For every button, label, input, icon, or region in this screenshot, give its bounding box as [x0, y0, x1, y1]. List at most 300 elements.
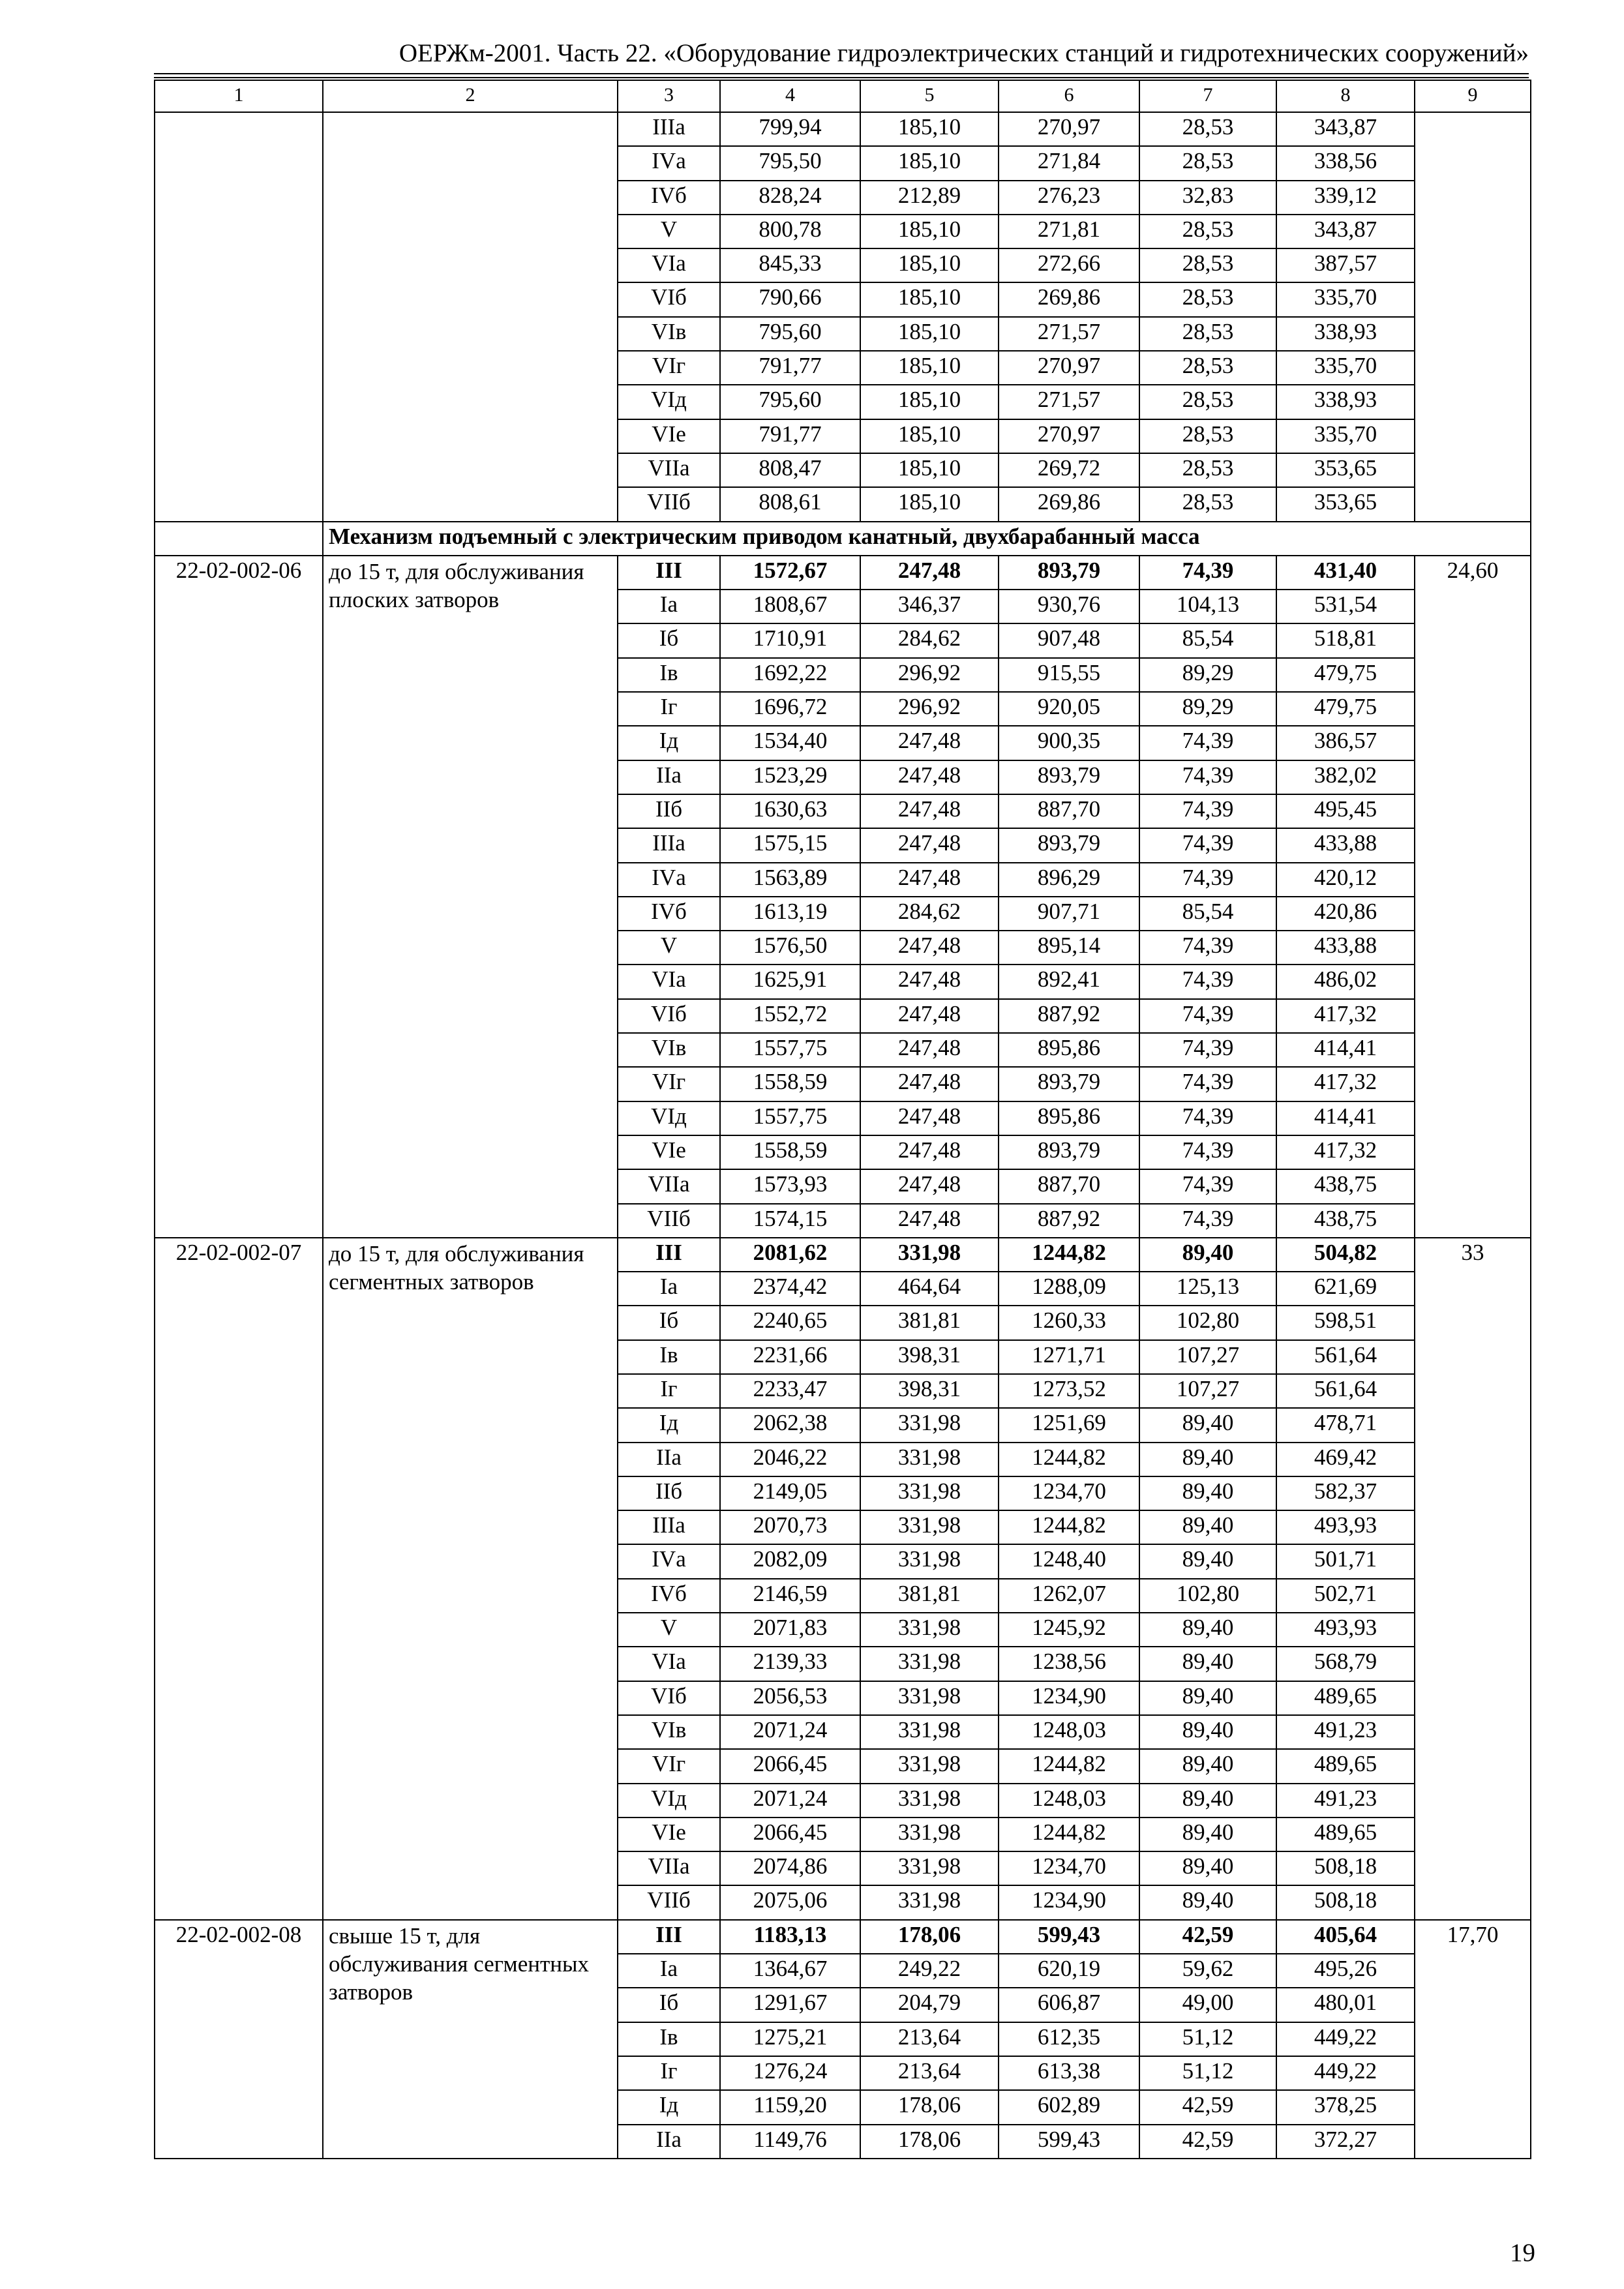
- value-cell: 247,48: [860, 760, 999, 794]
- zone-cell: VIв: [618, 1033, 720, 1067]
- zone-cell: IIб: [618, 1476, 720, 1510]
- value-cell: 930,76: [999, 590, 1139, 623]
- value-cell: 28,53: [1139, 146, 1276, 180]
- value-cell: 893,79: [999, 556, 1139, 590]
- value-cell: 420,86: [1276, 897, 1415, 931]
- value-cell: 2074,86: [720, 1851, 860, 1885]
- value-cell: 791,77: [720, 419, 860, 453]
- value-cell: 599,43: [999, 1920, 1139, 1954]
- value-cell: 89,40: [1139, 1681, 1276, 1715]
- value-cell: 417,32: [1276, 1135, 1415, 1169]
- zone-cell: Iв: [618, 658, 720, 692]
- value-cell: 272,66: [999, 248, 1139, 282]
- value-cell: 495,45: [1276, 794, 1415, 828]
- zone-cell: VIг: [618, 1749, 720, 1783]
- value-cell: 2062,38: [720, 1408, 860, 1442]
- value-cell: 185,10: [860, 215, 999, 248]
- value-cell: 1572,67: [720, 556, 860, 590]
- value-cell: 89,40: [1139, 1749, 1276, 1783]
- value-cell: 284,62: [860, 897, 999, 931]
- value-cell: 1276,24: [720, 2056, 860, 2090]
- value-cell: 1244,82: [999, 1238, 1139, 1272]
- value-cell: 1557,75: [720, 1033, 860, 1067]
- value-cell: 387,57: [1276, 248, 1415, 282]
- value-cell: 433,88: [1276, 931, 1415, 965]
- value-cell: 353,65: [1276, 487, 1415, 521]
- value-cell: 493,93: [1276, 1613, 1415, 1647]
- zone-cell: Iд: [618, 726, 720, 760]
- value-cell: 89,40: [1139, 1784, 1276, 1818]
- value-cell: 284,62: [860, 623, 999, 657]
- value-cell: 270,97: [999, 351, 1139, 385]
- column-number: 2: [323, 80, 618, 112]
- section-title: Механизм подъемный с электрическим приводом канатный, двухбарабанный масса: [323, 522, 1531, 556]
- value-cell: 271,81: [999, 215, 1139, 248]
- value-cell: 74,39: [1139, 556, 1276, 590]
- value-cell: 1248,03: [999, 1715, 1139, 1749]
- value-cell: 620,19: [999, 1954, 1139, 1988]
- value-cell: 89,40: [1139, 1613, 1276, 1647]
- value-cell: 1613,19: [720, 897, 860, 931]
- value-cell: 185,10: [860, 317, 999, 351]
- value-cell: 508,18: [1276, 1885, 1415, 1919]
- value-cell: 102,80: [1139, 1306, 1276, 1339]
- value-cell: 1248,03: [999, 1784, 1139, 1818]
- value-cell: 398,31: [860, 1340, 999, 1374]
- table-row: [155, 1920, 1531, 1954]
- column-number: 3: [618, 80, 720, 112]
- value-cell: 331,98: [860, 1613, 999, 1647]
- zone-cell: VIIб: [618, 1885, 720, 1919]
- description-cell: до 15 т, для обслуживания сегментных затворов: [323, 1238, 618, 1920]
- table-row: [155, 1238, 1531, 1272]
- value-cell: 493,93: [1276, 1510, 1415, 1544]
- value-cell: 89,40: [1139, 1238, 1276, 1272]
- value-cell: 331,98: [860, 1238, 999, 1272]
- value-cell: 2146,59: [720, 1579, 860, 1613]
- zone-cell: VIIа: [618, 453, 720, 487]
- value-cell: 335,70: [1276, 351, 1415, 385]
- column-number: 8: [1276, 80, 1415, 112]
- value-cell: 204,79: [860, 1988, 999, 2022]
- value-cell: 339,12: [1276, 181, 1415, 215]
- value-cell: 892,41: [999, 965, 1139, 998]
- value-cell: 331,98: [860, 1818, 999, 1851]
- value-cell: 74,39: [1139, 965, 1276, 998]
- value-cell: 1149,76: [720, 2125, 860, 2159]
- value-cell: 1563,89: [720, 863, 860, 897]
- value-cell: 1159,20: [720, 2090, 860, 2124]
- value-cell: 269,72: [999, 453, 1139, 487]
- value-cell: 531,54: [1276, 590, 1415, 623]
- zone-cell: V: [618, 931, 720, 965]
- value-cell: 2066,45: [720, 1818, 860, 1851]
- zone-cell: Iа: [618, 1272, 720, 1306]
- value-cell: 2233,47: [720, 1374, 860, 1408]
- value-cell: 828,24: [720, 181, 860, 215]
- value-cell: 247,48: [860, 556, 999, 590]
- value-cell: 414,41: [1276, 1033, 1415, 1067]
- value-cell: 51,12: [1139, 2022, 1276, 2056]
- zone-cell: VIIа: [618, 1169, 720, 1203]
- zone-cell: VIа: [618, 248, 720, 282]
- value-cell: 495,26: [1276, 1954, 1415, 1988]
- zone-cell: IVб: [618, 181, 720, 215]
- value-cell: 331,98: [860, 1681, 999, 1715]
- col9-cell: 33: [1415, 1238, 1531, 1920]
- value-cell: 518,81: [1276, 623, 1415, 657]
- value-cell: 489,65: [1276, 1681, 1415, 1715]
- value-cell: 602,89: [999, 2090, 1139, 2124]
- value-cell: 185,10: [860, 487, 999, 521]
- value-cell: 2075,06: [720, 1885, 860, 1919]
- value-cell: 338,56: [1276, 146, 1415, 180]
- value-cell: 1523,29: [720, 760, 860, 794]
- value-cell: 185,10: [860, 351, 999, 385]
- value-cell: 800,78: [720, 215, 860, 248]
- value-cell: 28,53: [1139, 112, 1276, 146]
- value-cell: 51,12: [1139, 2056, 1276, 2090]
- col9-cell: 17,70: [1415, 1920, 1531, 2159]
- value-cell: 795,60: [720, 317, 860, 351]
- value-cell: 1271,71: [999, 1340, 1139, 1374]
- zone-cell: Iа: [618, 1954, 720, 1988]
- value-cell: 489,65: [1276, 1818, 1415, 1851]
- value-cell: 372,27: [1276, 2125, 1415, 2159]
- value-cell: 845,33: [720, 248, 860, 282]
- value-cell: 107,27: [1139, 1340, 1276, 1374]
- value-cell: 331,98: [860, 1443, 999, 1476]
- value-cell: 479,75: [1276, 692, 1415, 726]
- value-cell: 247,48: [860, 931, 999, 965]
- col9-cell: [1415, 112, 1531, 522]
- value-cell: 464,64: [860, 1272, 999, 1306]
- value-cell: 74,39: [1139, 760, 1276, 794]
- value-cell: 449,22: [1276, 2056, 1415, 2090]
- value-cell: 89,40: [1139, 1510, 1276, 1544]
- zone-cell: IIа: [618, 2125, 720, 2159]
- value-cell: 269,86: [999, 487, 1139, 521]
- value-cell: 433,88: [1276, 828, 1415, 862]
- value-cell: 125,13: [1139, 1272, 1276, 1306]
- value-cell: 386,57: [1276, 726, 1415, 760]
- value-cell: 2046,22: [720, 1443, 860, 1476]
- zone-cell: IIа: [618, 760, 720, 794]
- value-cell: 270,97: [999, 419, 1139, 453]
- value-cell: 1534,40: [720, 726, 860, 760]
- value-cell: 1245,92: [999, 1613, 1139, 1647]
- value-cell: 89,40: [1139, 1885, 1276, 1919]
- value-cell: 185,10: [860, 385, 999, 419]
- zone-cell: V: [618, 1613, 720, 1647]
- value-cell: 1275,21: [720, 2022, 860, 2056]
- table-row: [155, 112, 1531, 146]
- column-number: 9: [1415, 80, 1531, 112]
- value-cell: 335,70: [1276, 282, 1415, 316]
- value-cell: 331,98: [860, 1749, 999, 1783]
- value-cell: 1696,72: [720, 692, 860, 726]
- value-cell: 896,29: [999, 863, 1139, 897]
- value-cell: 491,23: [1276, 1784, 1415, 1818]
- zone-cell: Iг: [618, 2056, 720, 2090]
- value-cell: 343,87: [1276, 112, 1415, 146]
- value-cell: 74,39: [1139, 1169, 1276, 1203]
- value-cell: 398,31: [860, 1374, 999, 1408]
- value-cell: 417,32: [1276, 999, 1415, 1033]
- value-cell: 1576,50: [720, 931, 860, 965]
- value-cell: 331,98: [860, 1885, 999, 1919]
- code-cell: 22-02-002-07: [155, 1238, 323, 1920]
- zone-cell: VIб: [618, 1681, 720, 1715]
- value-cell: 271,84: [999, 146, 1139, 180]
- value-cell: 2374,42: [720, 1272, 860, 1306]
- zone-cell: Iб: [618, 1988, 720, 2022]
- value-cell: 74,39: [1139, 863, 1276, 897]
- value-cell: 1234,70: [999, 1476, 1139, 1510]
- value-cell: 1238,56: [999, 1647, 1139, 1681]
- value-cell: 247,48: [860, 965, 999, 998]
- value-cell: 1244,82: [999, 1443, 1139, 1476]
- column-number: 1: [155, 80, 323, 112]
- value-cell: 598,51: [1276, 1306, 1415, 1339]
- value-cell: 85,54: [1139, 623, 1276, 657]
- value-cell: 270,97: [999, 112, 1139, 146]
- value-cell: 1251,69: [999, 1408, 1139, 1442]
- value-cell: 102,80: [1139, 1579, 1276, 1613]
- zone-cell: IIIа: [618, 828, 720, 862]
- zone-cell: IIб: [618, 794, 720, 828]
- value-cell: 185,10: [860, 282, 999, 316]
- zone-cell: IVб: [618, 1579, 720, 1613]
- value-cell: 247,48: [860, 999, 999, 1033]
- value-cell: 247,48: [860, 1204, 999, 1238]
- column-number: 7: [1139, 80, 1276, 112]
- value-cell: 247,48: [860, 828, 999, 862]
- value-cell: 2081,62: [720, 1238, 860, 1272]
- zone-cell: Iг: [618, 692, 720, 726]
- value-cell: 331,98: [860, 1851, 999, 1885]
- value-cell: 74,39: [1139, 1204, 1276, 1238]
- zone-cell: VIв: [618, 317, 720, 351]
- zone-cell: VIв: [618, 1715, 720, 1749]
- value-cell: 887,92: [999, 1204, 1139, 1238]
- value-cell: 74,39: [1139, 828, 1276, 862]
- column-number: 4: [720, 80, 860, 112]
- value-cell: 508,18: [1276, 1851, 1415, 1885]
- value-cell: 893,79: [999, 1135, 1139, 1169]
- value-cell: 1244,82: [999, 1749, 1139, 1783]
- value-cell: 907,71: [999, 897, 1139, 931]
- value-cell: 247,48: [860, 726, 999, 760]
- value-cell: 915,55: [999, 658, 1139, 692]
- value-cell: 2070,73: [720, 1510, 860, 1544]
- value-cell: 89,40: [1139, 1443, 1276, 1476]
- value-cell: 185,10: [860, 146, 999, 180]
- value-cell: 582,37: [1276, 1476, 1415, 1510]
- value-cell: 178,06: [860, 1920, 999, 1954]
- value-cell: 212,89: [860, 181, 999, 215]
- value-cell: 335,70: [1276, 419, 1415, 453]
- value-cell: 331,98: [860, 1510, 999, 1544]
- column-number: 5: [860, 80, 999, 112]
- page-header: ОЕРЖм-2001. Часть 22. «Оборудование гидроэлектрических станций и гидротехнических сооружений»: [398, 39, 1529, 67]
- value-cell: 74,39: [1139, 931, 1276, 965]
- value-cell: 799,94: [720, 112, 860, 146]
- value-cell: 338,93: [1276, 385, 1415, 419]
- value-cell: 2071,24: [720, 1715, 860, 1749]
- value-cell: 353,65: [1276, 453, 1415, 487]
- value-cell: 491,23: [1276, 1715, 1415, 1749]
- value-cell: 42,59: [1139, 2090, 1276, 2124]
- value-cell: 331,98: [860, 1544, 999, 1578]
- zone-cell: VIг: [618, 1067, 720, 1101]
- zone-cell: Iв: [618, 2022, 720, 2056]
- zone-cell: VIд: [618, 385, 720, 419]
- value-cell: 185,10: [860, 248, 999, 282]
- value-cell: 612,35: [999, 2022, 1139, 2056]
- value-cell: 1183,13: [720, 1920, 860, 1954]
- value-cell: 893,79: [999, 1067, 1139, 1101]
- value-cell: 104,13: [1139, 590, 1276, 623]
- value-cell: 1248,40: [999, 1544, 1139, 1578]
- value-cell: 504,82: [1276, 1238, 1415, 1272]
- value-cell: 887,70: [999, 794, 1139, 828]
- value-cell: 417,32: [1276, 1067, 1415, 1101]
- value-cell: 331,98: [860, 1784, 999, 1818]
- description-cell: до 15 т, для обслуживания плоских затворов: [323, 556, 618, 1238]
- zone-cell: Iа: [618, 590, 720, 623]
- value-cell: 561,64: [1276, 1340, 1415, 1374]
- value-cell: 420,12: [1276, 863, 1415, 897]
- value-cell: 2231,66: [720, 1340, 860, 1374]
- code-cell: 22-02-002-08: [155, 1920, 323, 2159]
- value-cell: 89,40: [1139, 1715, 1276, 1749]
- price-table: [154, 80, 1531, 2159]
- zone-cell: IIа: [618, 1443, 720, 1476]
- zone-cell: IIIа: [618, 112, 720, 146]
- value-cell: 49,00: [1139, 1988, 1276, 2022]
- value-cell: 74,39: [1139, 726, 1276, 760]
- value-cell: 1244,82: [999, 1510, 1139, 1544]
- value-cell: 795,50: [720, 146, 860, 180]
- value-cell: 790,66: [720, 282, 860, 316]
- zone-cell: Iв: [618, 1340, 720, 1374]
- value-cell: 89,40: [1139, 1851, 1276, 1885]
- value-cell: 74,39: [1139, 999, 1276, 1033]
- value-cell: 2056,53: [720, 1681, 860, 1715]
- value-cell: 185,10: [860, 419, 999, 453]
- value-cell: 42,59: [1139, 1920, 1276, 1954]
- value-cell: 28,53: [1139, 419, 1276, 453]
- value-cell: 74,39: [1139, 794, 1276, 828]
- value-cell: 2240,65: [720, 1306, 860, 1339]
- value-cell: 331,98: [860, 1647, 999, 1681]
- value-cell: 331,98: [860, 1408, 999, 1442]
- value-cell: 795,60: [720, 385, 860, 419]
- column-number: 6: [999, 80, 1139, 112]
- value-cell: 893,79: [999, 828, 1139, 862]
- value-cell: 28,53: [1139, 215, 1276, 248]
- value-cell: 276,23: [999, 181, 1139, 215]
- value-cell: 269,86: [999, 282, 1139, 316]
- value-cell: 247,48: [860, 1067, 999, 1101]
- value-cell: 247,48: [860, 1033, 999, 1067]
- value-cell: 178,06: [860, 2090, 999, 2124]
- value-cell: 346,37: [860, 590, 999, 623]
- value-cell: 907,48: [999, 623, 1139, 657]
- value-cell: 438,75: [1276, 1204, 1415, 1238]
- value-cell: 893,79: [999, 760, 1139, 794]
- table-row: [155, 556, 1531, 590]
- value-cell: 1291,67: [720, 1988, 860, 2022]
- value-cell: 2066,45: [720, 1749, 860, 1783]
- zone-cell: VIIб: [618, 487, 720, 521]
- zone-cell: VIIб: [618, 1204, 720, 1238]
- code-cell: 22-02-002-06: [155, 556, 323, 1238]
- value-cell: 469,42: [1276, 1443, 1415, 1476]
- value-cell: 32,83: [1139, 181, 1276, 215]
- zone-cell: Iб: [618, 1306, 720, 1339]
- value-cell: 1558,59: [720, 1067, 860, 1101]
- value-cell: 89,40: [1139, 1818, 1276, 1851]
- value-cell: 247,48: [860, 1169, 999, 1203]
- value-cell: 1574,15: [720, 1204, 860, 1238]
- value-cell: 28,53: [1139, 248, 1276, 282]
- value-cell: 381,81: [860, 1306, 999, 1339]
- value-cell: 1288,09: [999, 1272, 1139, 1306]
- value-cell: 271,57: [999, 385, 1139, 419]
- zone-cell: IVа: [618, 1544, 720, 1578]
- value-cell: 1552,72: [720, 999, 860, 1033]
- zone-cell: Iд: [618, 2090, 720, 2124]
- value-cell: 1262,07: [999, 1579, 1139, 1613]
- value-cell: 381,81: [860, 1579, 999, 1613]
- zone-cell: VIе: [618, 1818, 720, 1851]
- value-cell: 2082,09: [720, 1544, 860, 1578]
- value-cell: 296,92: [860, 658, 999, 692]
- description-cell: свыше 15 т, для обслуживания сегментных затворов: [323, 1920, 618, 2159]
- value-cell: 438,75: [1276, 1169, 1415, 1203]
- zone-cell: V: [618, 215, 720, 248]
- code-cell: [155, 112, 323, 522]
- value-cell: 247,48: [860, 1135, 999, 1169]
- value-cell: 1234,90: [999, 1885, 1139, 1919]
- value-cell: 895,86: [999, 1101, 1139, 1135]
- value-cell: 89,40: [1139, 1476, 1276, 1510]
- value-cell: 185,10: [860, 112, 999, 146]
- value-cell: 561,64: [1276, 1374, 1415, 1408]
- value-cell: 107,27: [1139, 1374, 1276, 1408]
- value-cell: 89,29: [1139, 658, 1276, 692]
- value-cell: 887,70: [999, 1169, 1139, 1203]
- zone-cell: III: [618, 556, 720, 590]
- value-cell: 1808,67: [720, 590, 860, 623]
- value-cell: 489,65: [1276, 1749, 1415, 1783]
- value-cell: 808,61: [720, 487, 860, 521]
- zone-cell: VIд: [618, 1101, 720, 1135]
- value-cell: 1244,82: [999, 1818, 1139, 1851]
- value-cell: 2071,83: [720, 1613, 860, 1647]
- section-row: [155, 522, 1531, 556]
- value-cell: 2149,05: [720, 1476, 860, 1510]
- value-cell: 74,39: [1139, 1135, 1276, 1169]
- value-cell: 449,22: [1276, 2022, 1415, 2056]
- value-cell: 74,39: [1139, 1067, 1276, 1101]
- value-cell: 1558,59: [720, 1135, 860, 1169]
- value-cell: 1273,52: [999, 1374, 1139, 1408]
- value-cell: 478,71: [1276, 1408, 1415, 1442]
- zone-cell: VIг: [618, 351, 720, 385]
